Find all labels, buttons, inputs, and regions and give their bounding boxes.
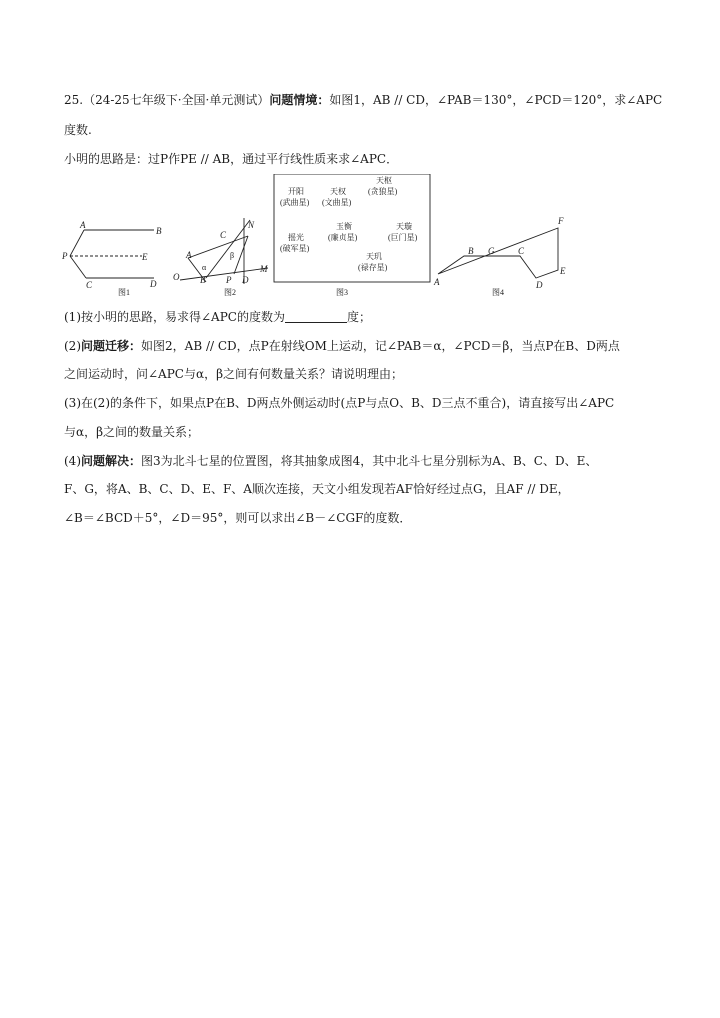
- fig4-label-c: C: [518, 246, 525, 256]
- fig2-label-b: B: [200, 275, 206, 285]
- problem-source: （24-25七年级下·全国·单元测试）: [83, 93, 270, 107]
- fig1-caption: 图1: [118, 288, 130, 297]
- fig4-label-b: B: [468, 246, 474, 256]
- part-1-unit: 度；: [346, 310, 371, 324]
- part-4-cont-1: F、G，将A、B、C、D、E、F、A顺次连接，天文小组发现若AF恰好经过点G，且AF // DE，: [64, 482, 570, 496]
- part-2-cont: 之间运动时，问∠APC与α，β之间有何数量关系？请说明理由；: [64, 367, 404, 381]
- hint-text: 小明的思路是：过P作PE // AB，通过平行线性质来求∠APC．: [64, 152, 399, 166]
- part-3-cont: 与α，β之间的数量关系；: [64, 425, 200, 439]
- fig4-caption: 图4: [492, 288, 504, 297]
- star-tianxuan-alias: (巨门星): [388, 233, 418, 242]
- part-4-text: 图3为北斗七星的位置图，将其抽象成图4，其中北斗七星分别标为A、B、C、D、E、: [141, 454, 598, 468]
- part-2-line-2: [64, 366, 403, 382]
- fig4-label-d: D: [536, 280, 543, 290]
- star-yaoguang-name: 摇光: [288, 233, 304, 242]
- part-1-line: [64, 309, 371, 325]
- fig2-label-n: N: [248, 220, 255, 230]
- hint-line: [64, 151, 398, 167]
- figure-4: [433, 216, 566, 297]
- problem-line-1: [64, 92, 662, 108]
- answer-blank[interactable]: [285, 310, 347, 323]
- section-heading-transfer: 问题迁移：: [81, 339, 142, 353]
- part-4-line-1: [64, 453, 597, 469]
- part-4-cont-2: ∠B＝∠BCD＋5°，∠D＝95°，则可以求出∠B－∠CGF的度数．: [64, 511, 412, 525]
- part-3-line-1: [64, 395, 614, 411]
- fig1-label-b: B: [156, 226, 162, 236]
- problem-intro: 如图1，AB // CD，∠PAB＝130°，∠PCD＝120°，求∠APC: [329, 93, 663, 107]
- fig2-label-alpha: α: [202, 263, 207, 272]
- problem-line-2: [64, 122, 92, 138]
- fig4-label-a: A: [434, 277, 440, 287]
- figure-3: [274, 174, 430, 297]
- part-3-line-2: [64, 424, 199, 440]
- star-yuheng-alias: (廉贞星): [328, 233, 358, 242]
- star-yaoguang-alias: (破军星): [280, 244, 310, 253]
- part-4-label: (4): [64, 454, 81, 468]
- fig2-label-o: O: [173, 272, 180, 282]
- star-yuheng-name: 玉衡: [336, 222, 352, 231]
- part-2-label: (2): [64, 339, 81, 353]
- fig2-label-p: P: [226, 275, 232, 285]
- star-tianquan-name: 天权: [330, 187, 346, 196]
- section-heading-context: 问题情境：: [269, 93, 330, 107]
- figures-panel: [62, 174, 582, 300]
- star-kaiyang-name: 开阳: [288, 187, 304, 196]
- fig2-label-beta: β: [230, 251, 235, 260]
- fig1-label-d: D: [150, 279, 157, 289]
- fig2-caption: 图2: [224, 288, 236, 297]
- fig1-label-c: C: [86, 280, 93, 290]
- star-tianji-name: 天玑: [366, 252, 382, 261]
- section-heading-solve: 问题解决：: [81, 454, 142, 468]
- part-1-text: (1)按小明的思路，易求得∠APC的度数为: [64, 310, 285, 324]
- problem-intro-cont: 度数.: [64, 123, 92, 137]
- fig2-label-m: M: [260, 264, 268, 274]
- fig4-label-g: G: [488, 246, 495, 256]
- figure-1: [62, 220, 162, 297]
- fig2-label-d: D: [242, 275, 249, 285]
- fig3-caption: 图3: [336, 288, 348, 297]
- fig1-label-p: P: [62, 251, 68, 261]
- fig2-label-a: A: [186, 250, 192, 260]
- star-tianquan-alias: (文曲星): [322, 198, 352, 207]
- part-3-text: (3)在(2)的条件下，如果点P在B、D两点外侧运动时(点P与点O、B、D三点不重合)，请直接写出∠APC: [64, 396, 615, 410]
- star-tianshu-alias: (贪狼星): [368, 187, 398, 196]
- part-4-line-3: [64, 510, 411, 526]
- fig4-label-e: E: [560, 266, 566, 276]
- star-tianxuan-name: 天璇: [396, 222, 412, 231]
- fig1-label-e: E: [142, 252, 148, 262]
- problem-number: 25.: [64, 93, 84, 107]
- part-2-line-1: [64, 338, 620, 354]
- part-2-text: 如图2，AB // CD，点P在射线OM上运动，记∠PAB＝α，∠PCD＝β，当点P在B、D两点: [141, 339, 620, 353]
- star-tianji-alias: (禄存星): [358, 263, 388, 272]
- figure-2: [173, 218, 268, 297]
- fig1-label-a: A: [80, 220, 86, 230]
- star-tianshu-name: 天枢: [376, 176, 392, 185]
- fig4-label-f: F: [558, 216, 564, 226]
- star-kaiyang-alias: (武曲星): [280, 198, 310, 207]
- fig2-label-c: C: [220, 230, 227, 240]
- part-4-line-2: [64, 481, 570, 497]
